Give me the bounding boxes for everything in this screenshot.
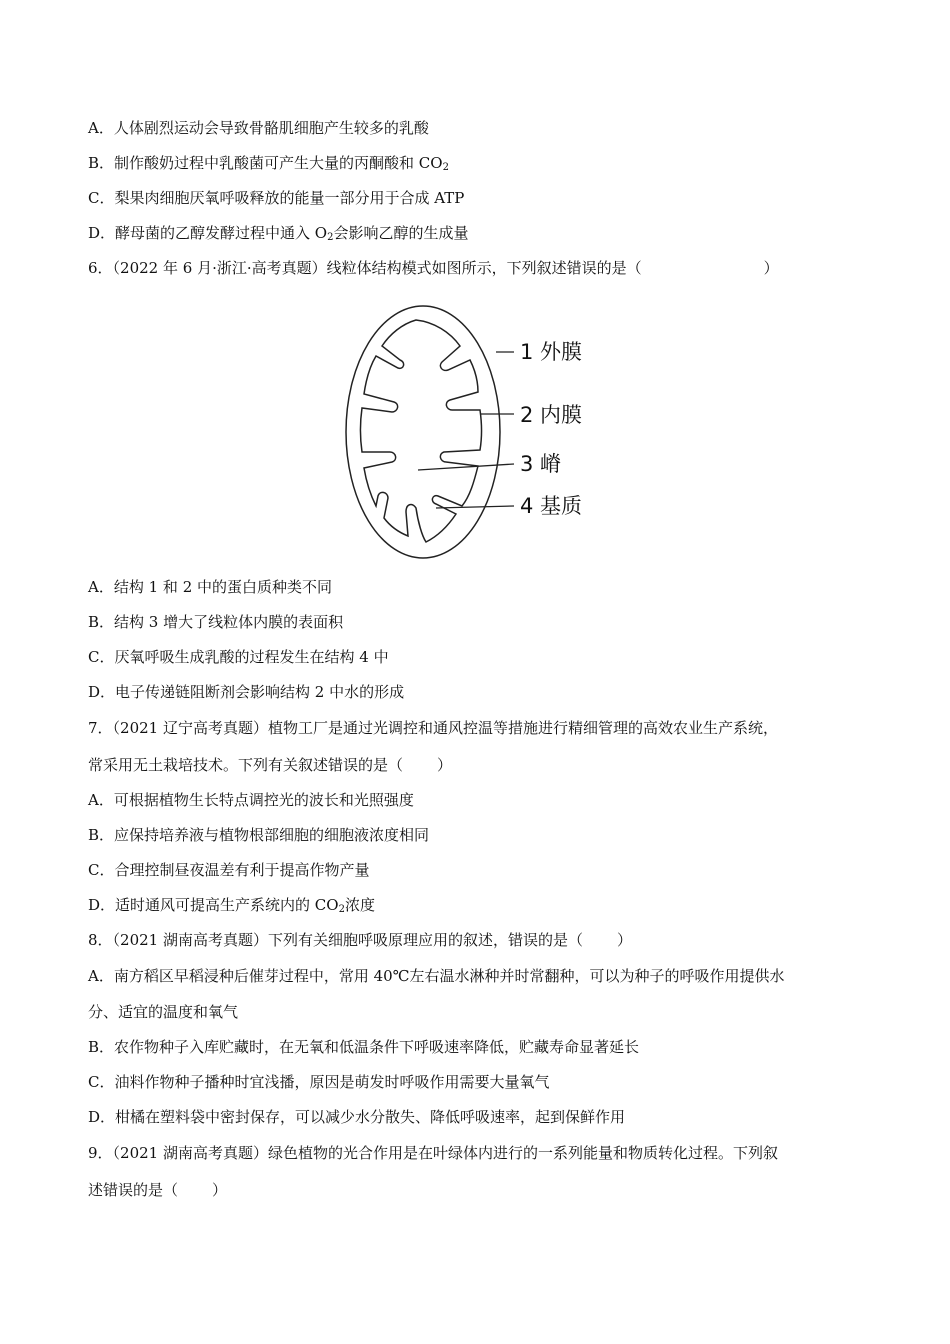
option-label: A． [88,967,114,985]
q8-option-a-line2 [88,1002,238,1022]
option-label: D． [88,224,116,242]
q7-option-b [88,825,429,845]
paren-close: ） [437,756,453,774]
subscript: 2 [442,162,449,173]
option-text: 酵母菌的乙醇发酵过程中通入 O [115,224,328,242]
q9-stem-line2 [88,1180,227,1200]
option-label: A． [88,578,114,596]
label-inner-membrane: 2 内膜 [520,403,583,427]
q5-option-b [88,153,449,173]
option-label: D． [88,1108,116,1126]
q7-stem-line2 [88,755,452,775]
option-label: D． [88,896,116,914]
option-label: C． [88,648,115,666]
mitochondrion-diagram [338,300,610,566]
option-text: 农作物种子入库贮藏时，在无氧和低温条件下呼吸速率降低，贮藏寿命显著延长 [114,1038,640,1056]
label-outer-membrane: 1 外膜 [520,340,583,364]
paren-close: ） [212,1181,228,1199]
option-text: 梨果肉细胞厌氧呼吸释放的能量一部分用于合成 ATP [114,189,465,207]
outer-membrane-shape [346,306,500,558]
subscript: 2 [338,904,345,915]
question-stem: （2021 湖南高考真题）下列有关细胞呼吸原理应用的叙述，错误的是（ [112,931,583,949]
option-label: B． [88,826,115,844]
inner-membrane-cristae-shape [361,320,482,542]
q5-option-c [88,188,464,208]
q8-option-a-line1 [88,966,784,986]
q8-stem [88,930,632,950]
option-label: C． [88,189,115,207]
q7-option-c [88,860,370,880]
option-text: 结构 3 增大了线粒体内膜的表面积 [114,613,344,631]
question-stem: （2022 年 6 月·浙江·高考真题）线粒体结构模式如图所示，下列叙述错误的是（ [112,259,642,277]
option-label: A． [88,119,114,137]
q7-option-a [88,790,414,810]
option-text-post: 浓度 [344,896,375,914]
option-text-cont: 分、适宜的温度和氧气 [88,1003,239,1021]
subscript: 2 [327,232,334,243]
q7-option-d [88,895,375,915]
q5-option-d [88,223,469,243]
question-stem-cont: 常采用无土栽培技术。下列有关叙述错误的是（ [88,756,404,774]
option-label: C． [88,861,115,879]
q6-option-b [88,612,343,632]
option-text: 电子传递链阻断剂会影响结构 2 中水的形成 [115,683,405,701]
option-label: B． [88,154,115,172]
q6-option-d [88,682,404,702]
question-number: 7． [88,719,113,737]
question-number: 8． [88,931,113,949]
option-label: B． [88,613,115,631]
option-text: 人体剧烈运动会导致骨骼肌细胞产生较多的乳酸 [113,119,429,137]
option-label: A． [88,791,114,809]
option-text: 柑橘在塑料袋中密封保存，可以减少水分散失、降低呼吸速率，起到保鲜作用 [115,1108,626,1126]
question-number: 9． [88,1144,113,1162]
option-label: D． [88,683,116,701]
q9-stem-line1 [88,1143,778,1163]
q6-stem [88,258,779,278]
paren-close: ） [617,931,633,949]
option-text: 油料作物种子播种时宜浅播，原因是萌发时呼吸作用需要大量氧气 [114,1073,550,1091]
q6-option-a [88,577,332,597]
label-matrix: 4 基质 [520,494,583,518]
q8-option-b [88,1037,639,1057]
question-number: 6． [88,259,113,277]
question-stem: （2021 辽宁高考真题）植物工厂是通过光调控和通风控温等措施进行精细管理的高效农业生产系统， [112,719,778,737]
option-label: B． [88,1038,115,1056]
q8-option-d [88,1107,625,1127]
q7-stem-line1 [88,718,778,738]
option-text: 厌氧呼吸生成乳酸的过程发生在结构 4 中 [114,648,389,666]
option-text: 适时通风可提高生产系统内的 CO [115,896,339,914]
q8-option-c [88,1072,550,1092]
q6-option-c [88,647,389,667]
option-text: 南方稻区早稻浸种后催芽过程中，常用 40℃左右温水淋种并时常翻种，可以为种子的呼吸作用提供水 [113,967,785,985]
option-text: 可根据植物生长特点调控光的波长和光照强度 [113,791,414,809]
question-stem-cont: 述错误的是（ [88,1181,179,1199]
q5-option-a [88,118,429,138]
option-text: 应保持培养液与植物根部细胞的细胞液浓度相同 [114,826,430,844]
option-text: 合理控制昼夜温差有利于提高作物产量 [114,861,370,879]
question-stem: （2021 湖南高考真题）绿色植物的光合作用是在叶绿体内进行的一系列能量和物质转化过程。下列叙 [112,1144,778,1162]
option-text: 制作酸奶过程中乳酸菌可产生大量的丙酮酸和 CO [114,154,443,172]
option-text: 结构 1 和 2 中的蛋白质种类不同 [113,578,333,596]
paren-close: ） [763,259,779,277]
option-text-post: 会影响乙醇的生成量 [333,224,469,242]
label-cristae: 3 嵴 [520,452,562,476]
option-label: C． [88,1073,115,1091]
